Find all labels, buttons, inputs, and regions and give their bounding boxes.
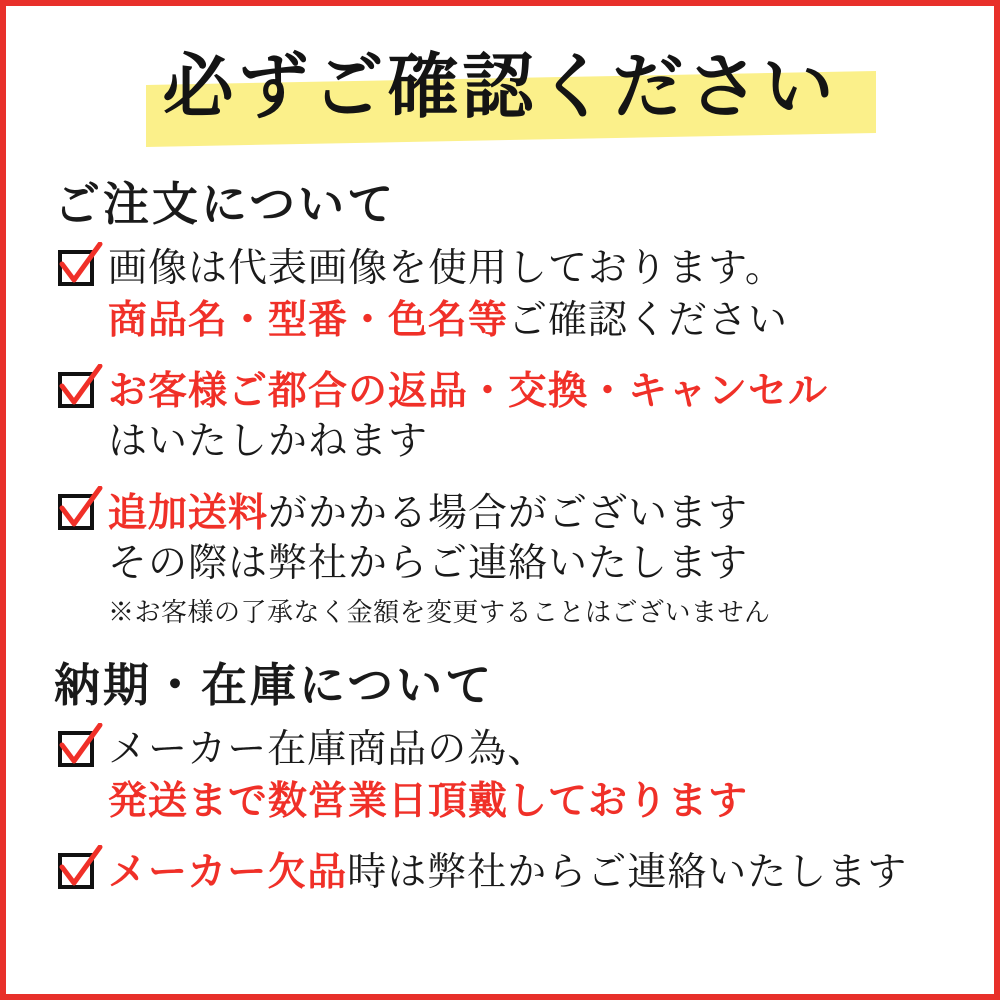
list-item [50,244,994,346]
item-line-2 [108,539,994,590]
item-text-black: 時は弊社からご連絡いたします [347,849,908,895]
item-line-1 [108,847,994,899]
item-text-red: 追加送料 [108,489,269,536]
checkbox-checked-icon [58,853,98,893]
item-line-2 [108,417,994,468]
item-text-black: はいたしかねます [108,419,429,465]
item-line-2 [108,295,994,347]
list-item [50,488,994,629]
checkbox-checked-icon [58,372,98,412]
item-text-black: がかかる場合がございます [268,490,749,536]
item-text-black: メーカー在庫商品の為、 [108,727,548,773]
checkbox-checked-icon [58,250,98,290]
list-item [50,725,994,826]
item-line-1 [108,488,994,540]
section-orders-heading: ご注文について [54,177,397,231]
item-line-2 [108,776,994,827]
item-line-1 [108,725,994,776]
section-delivery-stock [50,649,994,898]
list-item [50,366,994,467]
checkbox-checked-icon [58,731,98,771]
section-orders [50,168,994,629]
item-note: ※お客様の了承なく金額を変更することはございません [108,598,771,629]
checkbox-checked-icon [58,494,98,534]
section-delivery-stock-heading: 納期・在庫について [54,658,495,713]
list-item [50,847,994,899]
page-title-text: 必ずご確認ください [162,44,838,128]
page-title [6,40,994,150]
item-line-1 [108,244,994,295]
item-text-black: その際は弊社からご連絡いたします [108,541,749,587]
item-text-red: メーカー欠品 [108,848,348,895]
item-text-black: ご確認ください [508,297,789,343]
item-text-red: お客様ご都合の返品・交換・キャンセル [108,368,829,415]
item-line-1 [108,366,994,417]
item-text-red: 発送まで数営業日頂戴しております [108,777,749,824]
item-text-black: 画像は代表画像を使用しております。 [108,246,785,291]
item-text-red: 商品名・型番・色名等 [108,296,509,343]
